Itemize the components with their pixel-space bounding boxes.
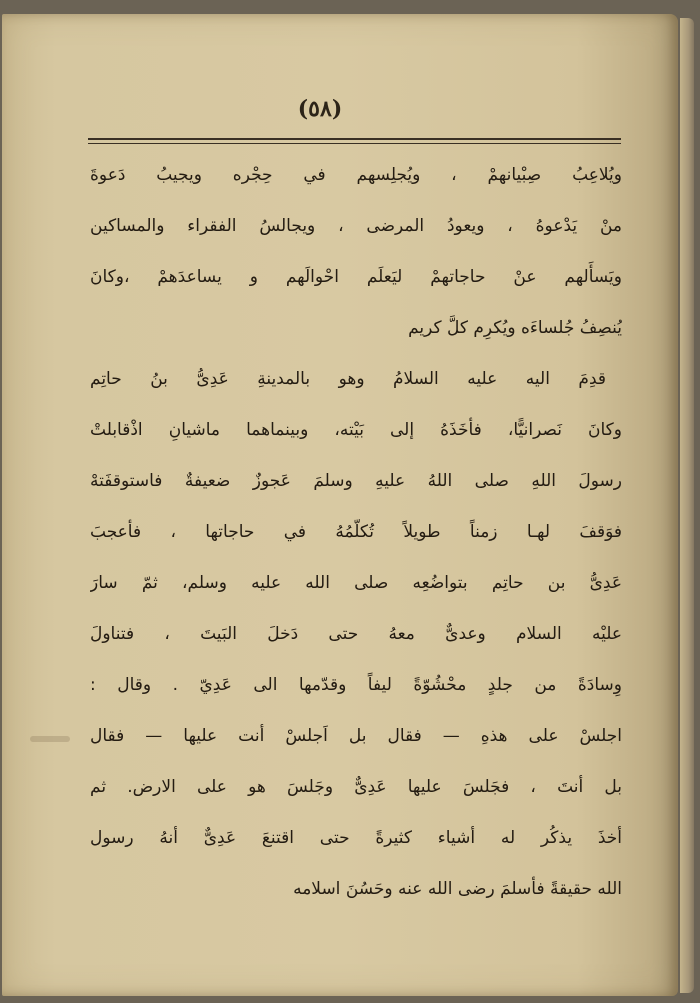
- text-line: ويَسأَلهم عنْ حاجاتهمْ ليَعلَم احْوالَهم و يساعدَهمْ ،وكانَ: [90, 267, 622, 287]
- text-line: اجلسْ على هذهِ — فقال بل اَجلسْ أنت عليها — فقال: [90, 726, 622, 746]
- text-line: عَدِىُّ بن حاتِم بتواضُعِه صلى الله عليه وسلم، ثمّ سارَ: [90, 573, 622, 593]
- text-line: فوَقفَ لهـا زمناً طويلاً تُكلّمُهُ في حاجاتها ، فأعجبَ: [90, 522, 622, 542]
- text-line: وِسادَةً من جلدٍ محْشُوّةً ليفاً وقدّمها الى عَدِيّ . وقال :: [90, 675, 622, 695]
- page-number: (٥٨): [297, 96, 343, 122]
- text-line: يُنصِفُ جُلساءَه ويُكرِم كلَّ كريم: [408, 318, 622, 338]
- header-rule: [88, 138, 621, 140]
- text-line: قدِمَ اليه عليه السلامُ وهو بالمدينةِ عَدِىُّ بنُ حاتِم: [90, 369, 606, 389]
- text-line: رسولَ اللهِ صلى اللهُ عليهِ وسلمَ عَجوزٌ ضعيفةٌ فاستوقفَتهْ: [90, 471, 622, 491]
- paper-stain: [30, 736, 70, 742]
- body-text: [90, 150, 622, 915]
- text-line: عليْه السلام وعدىٌّ معهُ حتى دَخلَ البَيتَ ، فتناولَ: [90, 624, 622, 644]
- header-rule-thin: [88, 143, 621, 144]
- page-edge: [680, 18, 694, 993]
- text-line: منْ يَدْعوهُ ، ويعودُ المرضى ، ويجالسُ الفقراء والمساكين: [90, 216, 622, 236]
- text-line: ويُلاعِبُ صِبْيانهمْ ، ويُجلِسهم في حِجْره ويجيبُ دَعوةَ: [90, 165, 622, 185]
- text-line: بل أنتَ ، فجَلسَ عليها عَدِىٌّ وجَلسَ هو على الارض. ثم: [90, 777, 622, 797]
- text-line: الله حقيقةً فأسلمَ رضى الله عنه وحَسُنَ اسلامه: [293, 879, 622, 899]
- text-line: وكانَ نَصرانيًّا، فأخَذَهُ إلى بَيْته، وبينماهما ماشيانِ اذْقابلتْ: [90, 420, 622, 440]
- text-line: أخذَ يذكُر له أشياء كثيرةً حتى اقتنعَ عَدِىٌّ أنهُ رسول: [90, 828, 622, 848]
